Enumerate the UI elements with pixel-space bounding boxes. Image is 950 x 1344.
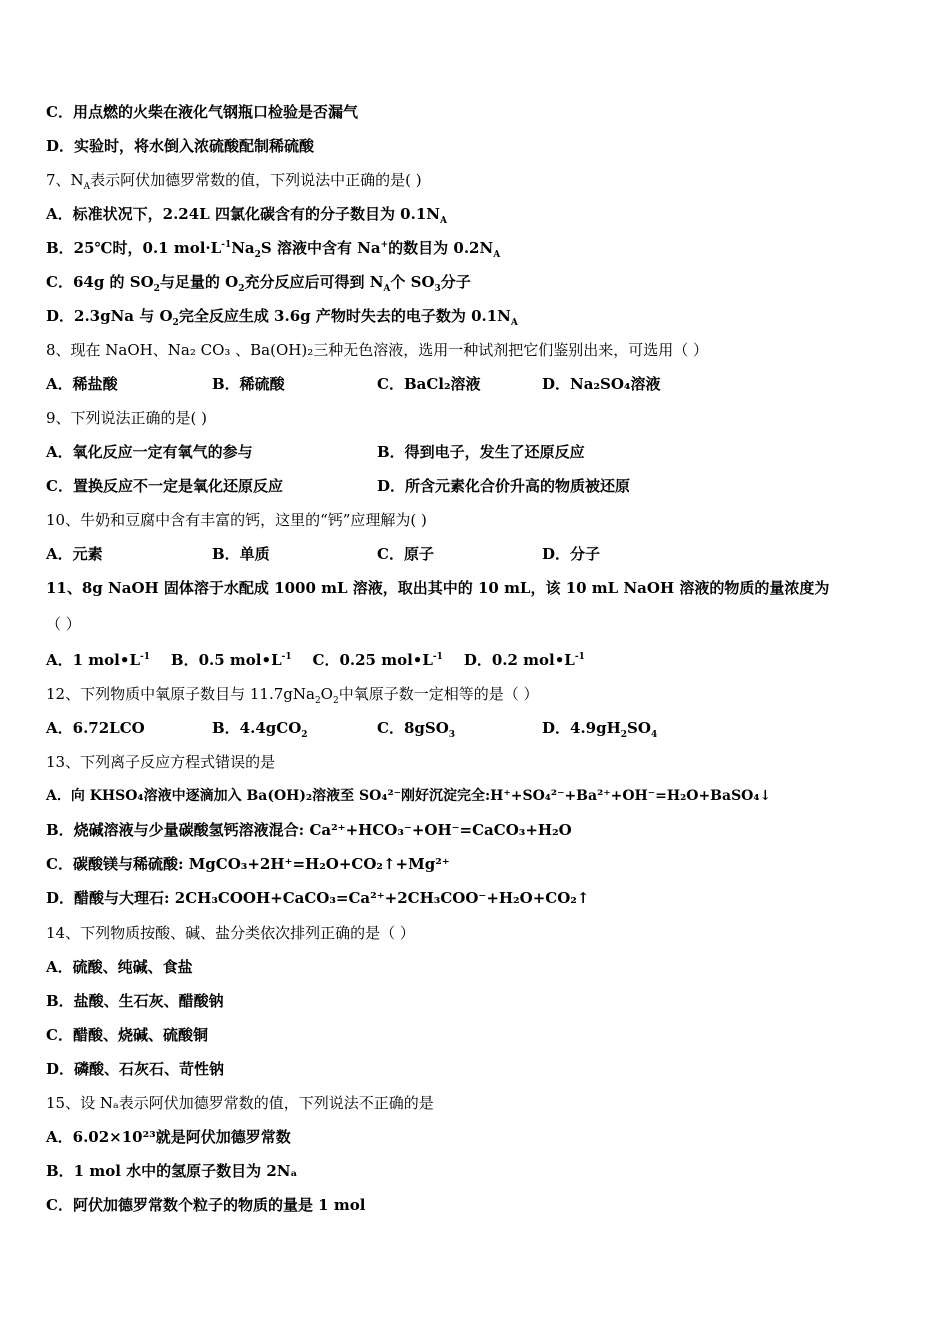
- q11-stem: 11、8g NaOH 固体溶于水配成 1000 mL 溶液，取出其中的 10 mL，该 10 mL NaOH 溶液的物质的量浓度为: [46, 579, 830, 597]
- q7-option-b: B．25℃时，0.1 $mol\cdot L^{-1}Na_2S$ 溶液中含有 Na+的数目为 $0.2N_A$: [46, 239, 501, 260]
- q9-option-b: B．得到电子，发生了还原反应: [377, 443, 585, 461]
- q11-paren: （ ）: [46, 615, 81, 633]
- q7-option-c: C．64g 的 $SO_2$与足量的 $O_2$充分反应后可得到 $N_A$个 $SO_3$分子: [46, 273, 471, 294]
- q9-option-c: C．置换反应不一定是氧化还原反应: [46, 477, 283, 495]
- q13-stem: 13、下列离子反应方程式错误的是: [46, 753, 276, 771]
- q14-option-d: D．磷酸、石灰石、苛性钠: [46, 1060, 225, 1078]
- q15-option-b: B．1 mol 水中的氢原子数目为 2Nₐ: [46, 1162, 298, 1180]
- q14-stem: 14、下列物质按酸、碱、盐分类依次排列正确的是（ ）: [46, 924, 415, 942]
- q11-options: [46, 650, 585, 670]
- q10-option-c: C．原子: [377, 545, 434, 563]
- q13-option-d: D．醋酸与大理石: 2CH₃COOH+CaCO₃=Ca²⁺+2CH₃COO⁻+H₂O+CO₂↑: [46, 889, 590, 907]
- q9-option-d: D．所含元素化合价升高的物质被还原: [377, 477, 631, 495]
- q8-option-a: A．稀盐酸: [46, 375, 118, 393]
- q8-option-d: D．Na₂SO₄溶液: [542, 375, 661, 393]
- q13-option-b: B．烧碱溶液与少量碳酸氢钙溶液混合: Ca²⁺+HCO₃⁻+OH⁻=CaCO₃+H₂O: [46, 821, 572, 839]
- q8-option-c: C．BaCl₂溶液: [377, 375, 481, 393]
- q6-option-c: C．用点燃的火柴在液化气钢瓶口检验是否漏气: [46, 103, 358, 121]
- q12-option-c: C．8gSO$_3$: [377, 719, 456, 740]
- q10-option-d: D．分子: [542, 545, 601, 563]
- q14-option-c: C．醋酸、烧碱、硫酸铜: [46, 1026, 208, 1044]
- q7-option-d: D．2.3gNa 与 $O_2$完全反应生成 3.6g 产物时失去的电子数为 $0.1N_A$: [46, 307, 518, 328]
- q12-stem: 12、下列物质中氧原子数目与 $11.7gNa_2O_2$中氧原子数一定相等的是（ ）: [46, 685, 539, 706]
- q14-option-a: A．硫酸、纯碱、食盐: [46, 958, 193, 976]
- q12-option-b: B．4.4gCO$_2$: [212, 719, 308, 740]
- q11-option-a: A．1 $mol•L^{-1}$: [46, 651, 151, 669]
- q8-option-b: B．稀硫酸: [212, 375, 285, 393]
- q10-stem: 10、牛奶和豆腐中含有丰富的钙，这里的“钙”应理解为( ): [46, 511, 427, 529]
- q12-option-a: A．6.72LCO: [46, 719, 145, 737]
- q10-option-a: A．元素: [46, 545, 103, 563]
- q12-option-d: D．$4.9gH_2SO_4$: [542, 719, 658, 740]
- q6-option-d: D．实验时，将水倒入浓硫酸配制稀硫酸: [46, 137, 315, 155]
- q11-option-b: B．0.5 $mol•L^{-1}$: [170, 651, 292, 669]
- q11-option-d: D．0.2 $mol•L^{-1}$: [463, 651, 585, 669]
- q7-stem: 7、$N_A$表示阿伏加德罗常数的值，下列说法中正确的是( ): [46, 171, 422, 192]
- q9-stem: 9、下列说法正确的是( ): [46, 409, 208, 427]
- q15-stem: 15、设 Nₐ表示阿伏加德罗常数的值，下列说法不正确的是: [46, 1094, 434, 1112]
- q7-option-a: A．标准状况下，2.24L 四氯化碳含有的分子数目为 $0.1N_A$: [46, 205, 447, 226]
- q10-option-b: B．单质: [212, 545, 270, 563]
- q13-option-c: C．碳酸镁与稀硫酸: MgCO₃+2H⁺=H₂O+CO₂↑+Mg²⁺: [46, 855, 450, 873]
- q13-option-a: A．向 KHSO₄溶液中逐滴加入 Ba(OH)₂溶液至 SO₄²⁻刚好沉淀完全:H⁺+SO₄²⁻+Ba²⁺+OH⁻=H₂O+BaSO₄↓: [46, 788, 772, 804]
- q11-option-c: C．0.25 $mol•L^{-1}$: [312, 651, 443, 669]
- q9-option-a: A．氧化反应一定有氧气的参与: [46, 443, 253, 461]
- q8-stem: 8、现在 NaOH、Na₂ CO₃ 、Ba(OH)₂三种无色溶液，选用一种试剂把它们鉴别出来，可选用（ ）: [46, 341, 708, 359]
- q15-option-a: A．6.02×10²³就是阿伏加德罗常数: [46, 1128, 291, 1146]
- q15-option-c: C．阿伏加德罗常数个粒子的物质的量是 1 mol: [46, 1196, 366, 1214]
- q14-option-b: B．盐酸、生石灰、醋酸钠: [46, 992, 224, 1010]
